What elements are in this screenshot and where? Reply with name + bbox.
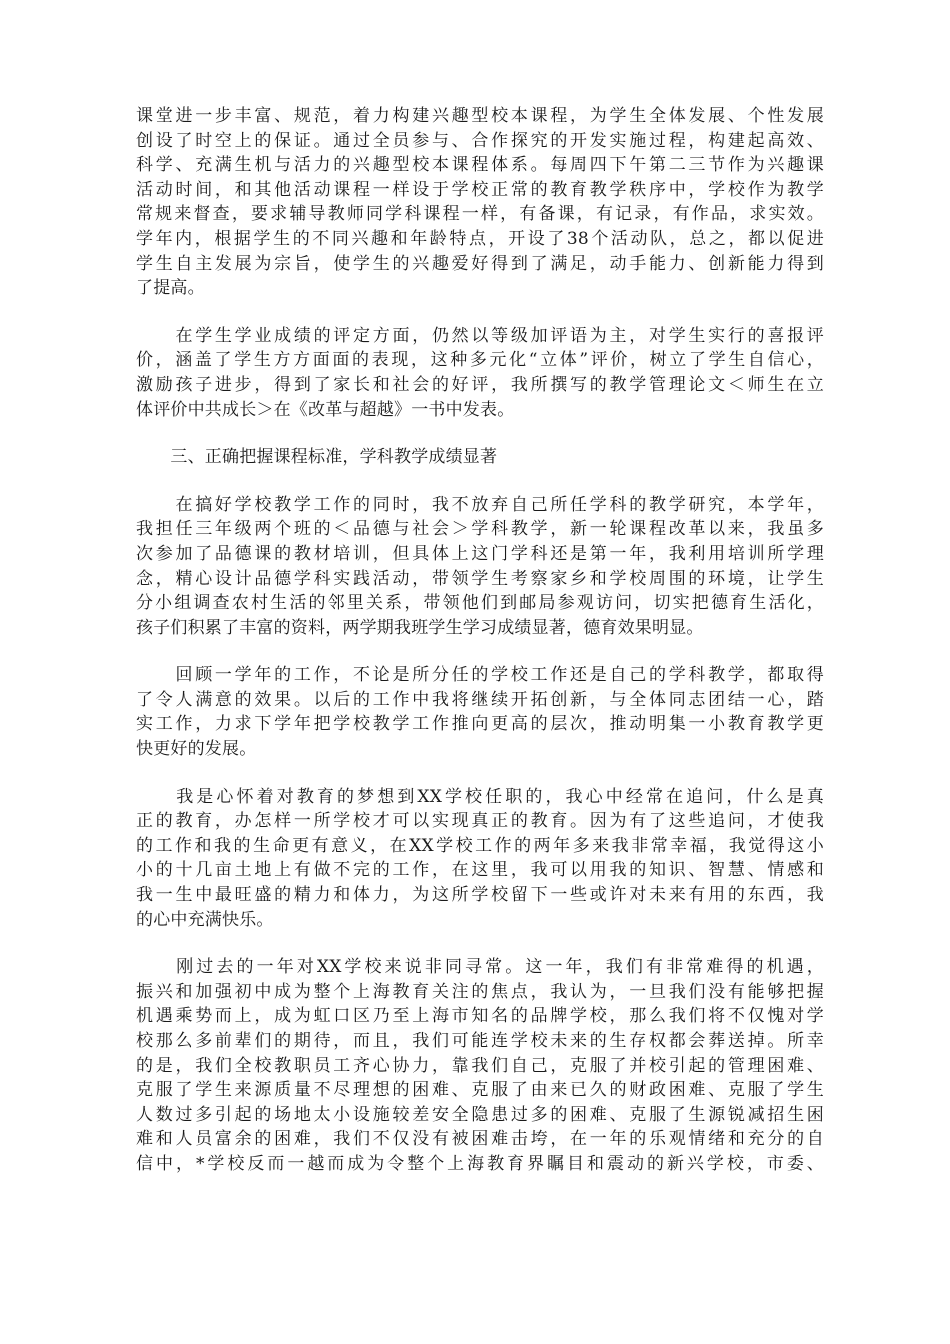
text-line: 价，涵盖了学生方方面面的表现，这种多元化“立体”评价，树立了学生自信心， [136,350,824,371]
text-line: 在搞好学校教学工作的同时，我不放弃自己所任学科的教学研究，本学年， [136,494,824,515]
text-line: 机遇乘势而上，成为虹口区乃至上海市知名的品牌学校，那么我们将不仅愧对学 [136,1006,824,1027]
paragraph-gap [136,762,824,785]
paragraph-gap [136,640,824,663]
text-line: 次参加了品德课的教材培训，但具体上这门学科还是第一年，我利用培训所学理 [136,543,824,564]
text-line: 三、正确把握课程标准，学科教学成绩显著 [136,447,498,468]
paragraph-4 [136,493,824,641]
paragraph-2 [136,324,824,422]
paragraph-gap [136,470,824,493]
text-line: 的是，我们全校教职员工齐心协力，靠我们自己，克服了并校引起的管理困难、 [136,1055,824,1076]
text-line: 学年内，根据学生的不同兴趣和年龄特点，开设了38个活动队，总之，都以促进 [136,228,824,249]
paragraph-gap [136,932,824,955]
text-line: 孩子们积累了丰富的资料，两学期我班学生学习成绩显著，德育效果明显。 [136,617,704,638]
text-line: 分小组调查农村生活的邻里关系，带领他们到邮局参观访问，切实把德育生活化， [136,593,824,614]
paragraph-gap [136,422,824,445]
paragraph-1 [136,104,824,301]
text-line: 体评价中共成长＞在《改革与超越》一书中发表。 [136,399,515,420]
text-line: 我担任三年级两个班的＜品德与社会＞学科教学，新一轮课程改革以来，我虽多 [136,519,824,540]
text-line: 刚过去的一年对XX学校来说非同寻常。这一年，我们有非常难得的机遇， [136,957,824,978]
text-line: 回顾一学年的工作，不论是所分任的学校工作还是自己的学科教学，都取得 [136,665,824,686]
text-line: 难和人员富余的困难，我们不仅没有被困难击垮，在一年的乐观情绪和充分的自 [136,1129,824,1150]
text-line: 振兴和加强初中成为整个上海教育关注的焦点，我认为，一旦我们没有能够把握 [136,981,824,1002]
text-line: 我是心怀着对教育的梦想到XX学校任职的，我心中经常在追问，什么是真 [136,786,824,807]
paragraph-5 [136,663,824,761]
text-line: 念，精心设计品德学科实践活动，带领学生考察家乡和学校周围的环境，让学生 [136,568,824,589]
paragraph-6 [136,785,824,933]
text-line: 的工作和我的生命更有意义，在XX学校工作的两年多来我非常幸福，我觉得这小 [136,835,824,856]
text-line: 在学生学业成绩的评定方面，仍然以等级加评语为主，对学生实行的喜报评 [136,325,824,346]
text-line: 小的十几亩土地上有做不完的工作，在这里，我可以用我的知识、智慧、情感和 [136,860,824,881]
text-line: 科学、充满生机与活力的兴趣型校本课程体系。每周四下午第二三节作为兴趣课 [136,155,824,176]
text-line: 活动时间，和其他活动课程一样设于学校正常的教育教学秩序中，学校作为教学 [136,179,824,200]
text-line: 人数过多引起的场地太小设施较差安全隐患过多的困难、克服了生源锐减招生困 [136,1104,824,1125]
text-line: 创设了时空上的保证。通过全员参与、合作探究的开发实施过程，构建起高效、 [136,130,824,151]
text-line: 了提高。 [136,278,205,299]
text-line: 实工作，力求下学年把学校教学工作推向更高的层次，推动明集一小教育教学更 [136,714,824,735]
document-page [136,104,824,1177]
text-line: 激励孩子进步，得到了家长和社会的好评，我所撰写的教学管理论文＜师生在立 [136,374,824,395]
text-line: 快更好的发展。 [136,739,257,760]
text-line: 克服了学生来源质量不尽理想的困难、克服了由来已久的财政困难、克服了学生 [136,1080,824,1101]
text-line: 校那么多前辈们的期待，而且，我们可能连学校未来的生存权都会葬送掉。所幸 [136,1031,824,1051]
text-line: 我一生中最旺盛的精力和体力，为这所学校留下一些或许对未来有用的东西，我 [136,885,824,906]
text-line: 信中，*学校反而一越而成为令整个上海教育界瞩目和震动的新兴学校，市委、 [136,1153,824,1174]
paragraph-gap [136,301,824,324]
text-line: 的心中充满快乐。 [136,909,274,930]
text-line: 正的教育，办怎样一所学校才可以实现真正的教育。因为有了这些追问，才使我 [136,811,824,832]
section-heading [136,445,824,470]
text-line: 常规来督查，要求辅导教师同学科课程一样，有备课，有记录，有作品，求实效。 [136,204,824,225]
text-line: 课堂进一步丰富、规范，着力构建兴趣型校本课程，为学生全体发展、个性发展 [136,106,824,126]
text-line: 学生自主发展为宗旨，使学生的兴趣爱好得到了满足，动手能力、创新能力得到 [136,253,824,274]
paragraph-7 [136,955,824,1176]
text-line: 了令人满意的效果。以后的工作中我将继续开拓创新，与全体同志团结一心，踏 [136,689,824,710]
